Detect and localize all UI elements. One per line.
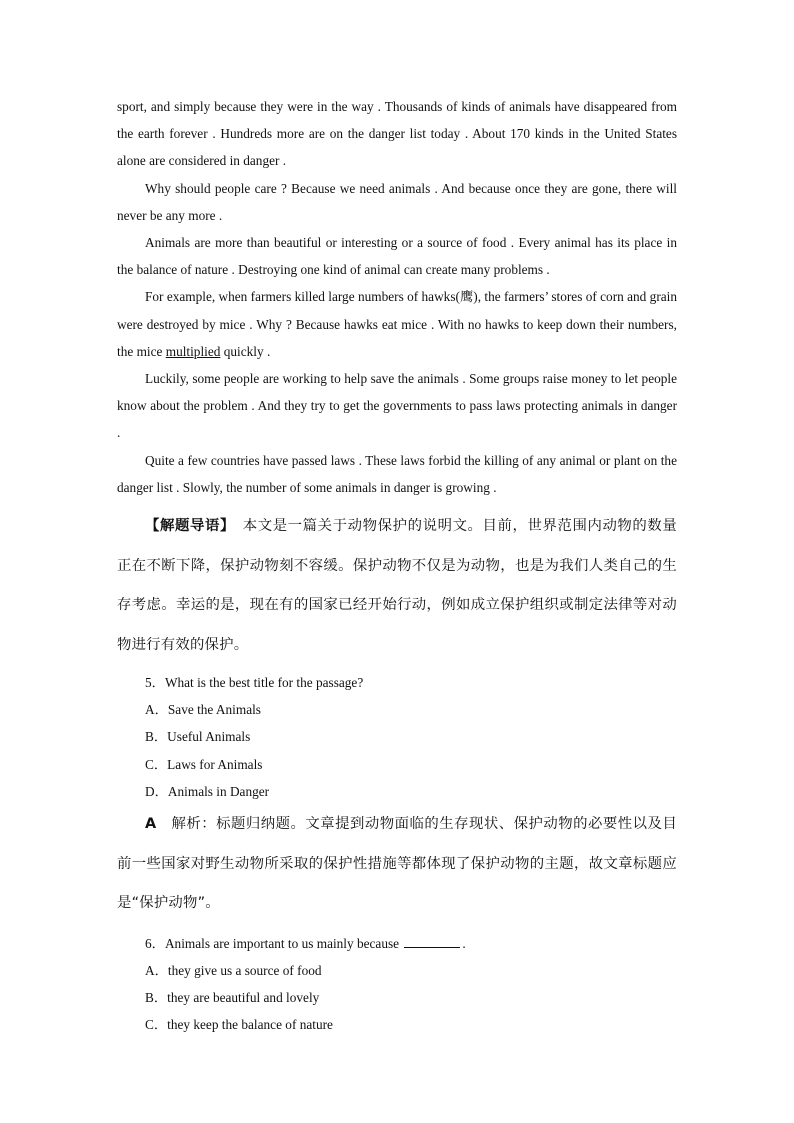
passage-paragraph: sport, and simply because they were in the way . Thousands of kinds of animals have disappeared from the earth forever . Hundreds more are on the danger list today . About 170 kinds in the United States alone are considered in danger . <box>117 99 677 169</box>
answer-letter: A <box>145 816 157 833</box>
question-6-option: C．they keep the balance of nature <box>145 1017 333 1033</box>
question-6-text: 6．Animals are important to us mainly because <box>145 935 400 951</box>
passage-paragraph: Luckily, some people are working to help save the animals . Some groups raise money to let people know about the problem . And they try to get the governments to pass laws protecting animals in danger . <box>117 371 677 441</box>
passage-text: For example, when farmers killed large numbers of hawks(鹰), the farmers’ stores of corn and grain were destroyed by mice . Why ? Because hawks eat mice . With no hawks to keep down their numbers, the mice <box>117 289 677 359</box>
question-5: 5．What is the best title for the passage? <box>145 675 364 691</box>
passage-paragraph <box>117 283 677 365</box>
underlined-word: multiplied <box>165 343 221 359</box>
guide-text: 本文是一篇关于动物保护的说明文。目前，世界范围内动物的数量正在不断下降，保护动物刻不容缓。保护动物不仅是为动物，也是为我们人类自己的生存考虑。幸运的是，现在有的国家已经开始行动，例如成立保护组织或制定法律等对动物进行有效的保护。 <box>117 518 677 653</box>
question-5-option: A．Save the Animals <box>145 702 261 718</box>
passage-paragraph: Animals are more than beautiful or interesting or a source of food . Every animal has its place in the balance of nature . Destroying one kind of animal can create many problems . <box>117 235 677 278</box>
question-6 <box>117 930 677 957</box>
question-5-option: B．Useful Animals <box>145 729 251 745</box>
guide-paragraph <box>117 507 677 665</box>
passage-paragraph: Quite a few countries have passed laws . These laws forbid the killing of any animal or plant on the danger list . Slowly, the number of some animals in danger is growing . <box>117 452 677 495</box>
document-page <box>117 93 677 1038</box>
question-6-option: A．they give us a source of food <box>145 962 322 978</box>
answer-blank[interactable] <box>404 936 460 948</box>
guide-label: 【解题导语】 <box>145 518 228 535</box>
question-5-option: D．Animals in Danger <box>145 783 270 799</box>
passage-paragraph: Why should people care ? Because we need animals . And because once they are gone, there will never be any more . <box>117 180 677 223</box>
question-6-end: . <box>462 935 466 951</box>
question-5-option: C．Laws for Animals <box>145 756 263 772</box>
question-6-option: B．they are beautiful and lovely <box>145 989 320 1005</box>
analysis-text: 解析：标题归纳题。文章提到动物面临的生存现状、保护动物的必要性以及目前一些国家对野生动物所采取的保护性措施等都体现了保护动物的主题，故文章标题应是“保护动物”。 <box>117 816 677 912</box>
passage-text: quickly . <box>220 343 271 359</box>
answer-analysis <box>117 805 677 924</box>
